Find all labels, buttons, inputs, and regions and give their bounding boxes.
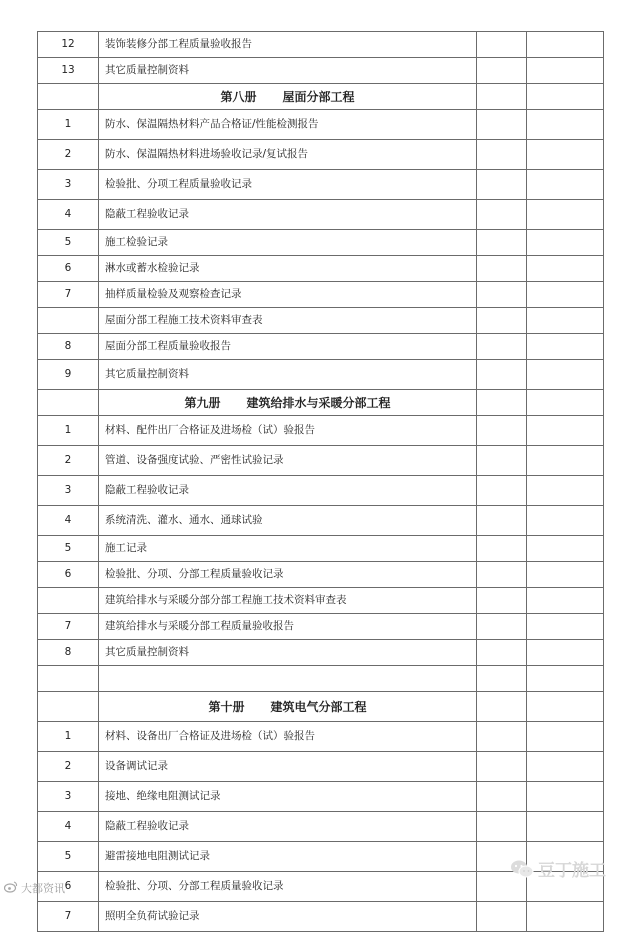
blank-cell xyxy=(527,200,604,230)
blank-cell xyxy=(477,170,527,200)
table-row xyxy=(38,722,604,752)
item-cell: 其它质量控制资料 xyxy=(99,640,477,666)
table-row xyxy=(38,812,604,842)
number-cell: 3 xyxy=(38,170,99,200)
item-cell: 建筑给排水与采暖分部分部工程施工技术资料审查表 xyxy=(99,588,477,614)
blank-cell xyxy=(527,32,604,58)
blank-cell xyxy=(477,58,527,84)
number-cell xyxy=(38,84,99,110)
blank-cell xyxy=(477,334,527,360)
watermark-left xyxy=(4,880,65,896)
section-title-cell xyxy=(99,692,477,722)
blank-cell xyxy=(527,752,604,782)
number-cell: 8 xyxy=(38,334,99,360)
number-cell: 1 xyxy=(38,110,99,140)
item-cell: 其它质量控制资料 xyxy=(99,360,477,390)
item-cell: 系统清洗、灌水、通水、通球试验 xyxy=(99,506,477,536)
number-cell xyxy=(38,692,99,722)
table-row xyxy=(38,58,604,84)
item-cell: 施工记录 xyxy=(99,536,477,562)
number-cell: 3 xyxy=(38,782,99,812)
table-row xyxy=(38,282,604,308)
number-cell xyxy=(38,308,99,334)
section-header-row xyxy=(38,390,604,416)
table-row xyxy=(38,446,604,476)
item-cell: 设备调试记录 xyxy=(99,752,477,782)
number-cell: 1 xyxy=(38,722,99,752)
blank-cell xyxy=(477,588,527,614)
number-cell: 3 xyxy=(38,476,99,506)
number-cell: 4 xyxy=(38,812,99,842)
number-cell: 5 xyxy=(38,536,99,562)
blank-cell xyxy=(477,902,527,932)
number-cell: 7 xyxy=(38,614,99,640)
table-row xyxy=(38,170,604,200)
table-row xyxy=(38,640,604,666)
item-cell: 检验批、分项工程质量验收记录 xyxy=(99,170,477,200)
blank-cell xyxy=(527,360,604,390)
blank-cell xyxy=(527,256,604,282)
item-cell: 照明全负荷试验记录 xyxy=(99,902,477,932)
document-table xyxy=(37,31,604,932)
blank-cell xyxy=(527,282,604,308)
section-title: 建筑电气分部工程 xyxy=(270,699,367,714)
blank-cell xyxy=(527,536,604,562)
number-cell: 2 xyxy=(38,446,99,476)
item-cell: 其它质量控制资料 xyxy=(99,58,477,84)
blank-cell xyxy=(527,812,604,842)
number-cell: 6 xyxy=(38,562,99,588)
blank-cell xyxy=(527,562,604,588)
blank-cell xyxy=(477,32,527,58)
number-cell: 4 xyxy=(38,506,99,536)
number-cell: 8 xyxy=(38,640,99,666)
blank-cell xyxy=(477,360,527,390)
item-cell: 避雷接地电阻测试记录 xyxy=(99,842,477,872)
number-cell: 5 xyxy=(38,230,99,256)
blank-cell xyxy=(527,506,604,536)
item-cell: 屋面分部工程施工技术资料审查表 xyxy=(99,308,477,334)
table-row xyxy=(38,588,604,614)
number-cell: 12 xyxy=(38,32,99,58)
watermark-left-text: 大都资讯 xyxy=(21,882,65,895)
blank-cell xyxy=(477,666,527,692)
section-header-row xyxy=(38,84,604,110)
number-cell: 13 xyxy=(38,58,99,84)
blank-cell xyxy=(527,110,604,140)
number-cell: 6 xyxy=(38,872,99,902)
blank-cell xyxy=(527,722,604,752)
item-cell: 屋面分部工程质量验收报告 xyxy=(99,334,477,360)
table-row xyxy=(38,476,604,506)
blank-cell xyxy=(527,666,604,692)
blank-cell xyxy=(477,752,527,782)
blank-cell xyxy=(477,562,527,588)
number-cell xyxy=(38,588,99,614)
blank-cell xyxy=(477,506,527,536)
item-cell: 检验批、分项、分部工程质量验收记录 xyxy=(99,872,477,902)
blank-cell xyxy=(527,416,604,446)
table-row xyxy=(38,506,604,536)
item-cell: 材料、配件出厂合格证及进场检（试）验报告 xyxy=(99,416,477,446)
number-cell: 9 xyxy=(38,360,99,390)
item-cell: 隐蔽工程验收记录 xyxy=(99,200,477,230)
blank-cell xyxy=(527,308,604,334)
blank-cell xyxy=(477,614,527,640)
item-cell: 淋水或蓄水检验记录 xyxy=(99,256,477,282)
number-cell: 6 xyxy=(38,256,99,282)
number-cell: 7 xyxy=(38,282,99,308)
section-volume: 第八册 xyxy=(220,89,257,104)
blank-cell xyxy=(477,476,527,506)
table-row xyxy=(38,562,604,588)
blank-cell xyxy=(527,334,604,360)
table-row xyxy=(38,416,604,446)
number-cell: 7 xyxy=(38,902,99,932)
number-cell xyxy=(38,666,99,692)
item-cell: 抽样质量检验及观察检查记录 xyxy=(99,282,477,308)
blank-cell xyxy=(527,588,604,614)
section-volume: 第十册 xyxy=(208,699,245,714)
blank-cell xyxy=(527,390,604,416)
blank-cell xyxy=(527,230,604,256)
blank-cell xyxy=(477,390,527,416)
number-cell: 4 xyxy=(38,200,99,230)
number-cell: 5 xyxy=(38,842,99,872)
section-title-cell xyxy=(99,84,477,110)
table-row xyxy=(38,782,604,812)
blank-cell xyxy=(527,614,604,640)
section-title-cell xyxy=(99,390,477,416)
blank-cell xyxy=(477,230,527,256)
blank-cell xyxy=(527,84,604,110)
table-row xyxy=(38,32,604,58)
blank-cell xyxy=(477,84,527,110)
blank-cell xyxy=(477,416,527,446)
blank-cell xyxy=(477,692,527,722)
blank-cell xyxy=(477,812,527,842)
item-cell: 检验批、分项、分部工程质量验收记录 xyxy=(99,562,477,588)
section-title: 建筑给排水与采暖分部工程 xyxy=(246,395,391,410)
item-cell: 施工检验记录 xyxy=(99,230,477,256)
table-row xyxy=(38,256,604,282)
item-cell: 防水、保温隔热材料进场验收记录/复试报告 xyxy=(99,140,477,170)
blank-cell xyxy=(477,200,527,230)
item-cell: 建筑给排水与采暖分部工程质量验收报告 xyxy=(99,614,477,640)
table-row xyxy=(38,110,604,140)
blank-cell xyxy=(527,446,604,476)
number-cell: 2 xyxy=(38,140,99,170)
weibo-icon xyxy=(4,881,18,896)
item-cell: 防水、保温隔热材料产品合格证/性能检测报告 xyxy=(99,110,477,140)
blank-cell xyxy=(477,256,527,282)
blank-cell xyxy=(477,110,527,140)
table-row xyxy=(38,140,604,170)
table-row xyxy=(38,752,604,782)
watermark-right xyxy=(510,856,606,881)
blank-cell xyxy=(477,282,527,308)
table-row xyxy=(38,614,604,640)
item-cell: 接地、绝缘电阻测试记录 xyxy=(99,782,477,812)
table-row xyxy=(38,536,604,562)
section-title: 屋面分部工程 xyxy=(282,89,355,104)
item-cell: 管道、设备强度试验、严密性试验记录 xyxy=(99,446,477,476)
section-header-row xyxy=(38,692,604,722)
blank-cell xyxy=(477,140,527,170)
item-cell: 装饰装修分部工程质量验收报告 xyxy=(99,32,477,58)
blank-cell xyxy=(477,722,527,752)
blank-cell xyxy=(477,446,527,476)
section-volume: 第九册 xyxy=(184,395,221,410)
blank-cell xyxy=(527,902,604,932)
blank-cell xyxy=(477,640,527,666)
number-cell: 1 xyxy=(38,416,99,446)
blank-cell xyxy=(527,140,604,170)
blank-row xyxy=(38,666,604,692)
blank-cell xyxy=(527,476,604,506)
blank-cell xyxy=(527,640,604,666)
watermark-right-text: 豆丁施工 xyxy=(538,861,606,881)
table-row xyxy=(38,334,604,360)
blank-cell xyxy=(527,58,604,84)
blank-cell xyxy=(477,782,527,812)
blank-cell xyxy=(527,782,604,812)
blank-cell xyxy=(477,308,527,334)
blank-cell xyxy=(527,170,604,200)
wechat-icon xyxy=(510,859,534,879)
table-body xyxy=(38,32,604,932)
table-row xyxy=(38,230,604,256)
item-cell: 隐蔽工程验收记录 xyxy=(99,476,477,506)
item-cell xyxy=(99,666,477,692)
item-cell: 隐蔽工程验收记录 xyxy=(99,812,477,842)
blank-cell xyxy=(477,536,527,562)
table-row xyxy=(38,308,604,334)
blank-cell xyxy=(527,692,604,722)
number-cell xyxy=(38,390,99,416)
table-row xyxy=(38,360,604,390)
table-row xyxy=(38,902,604,932)
number-cell: 2 xyxy=(38,752,99,782)
table-row xyxy=(38,200,604,230)
item-cell: 材料、设备出厂合格证及进场检（试）验报告 xyxy=(99,722,477,752)
